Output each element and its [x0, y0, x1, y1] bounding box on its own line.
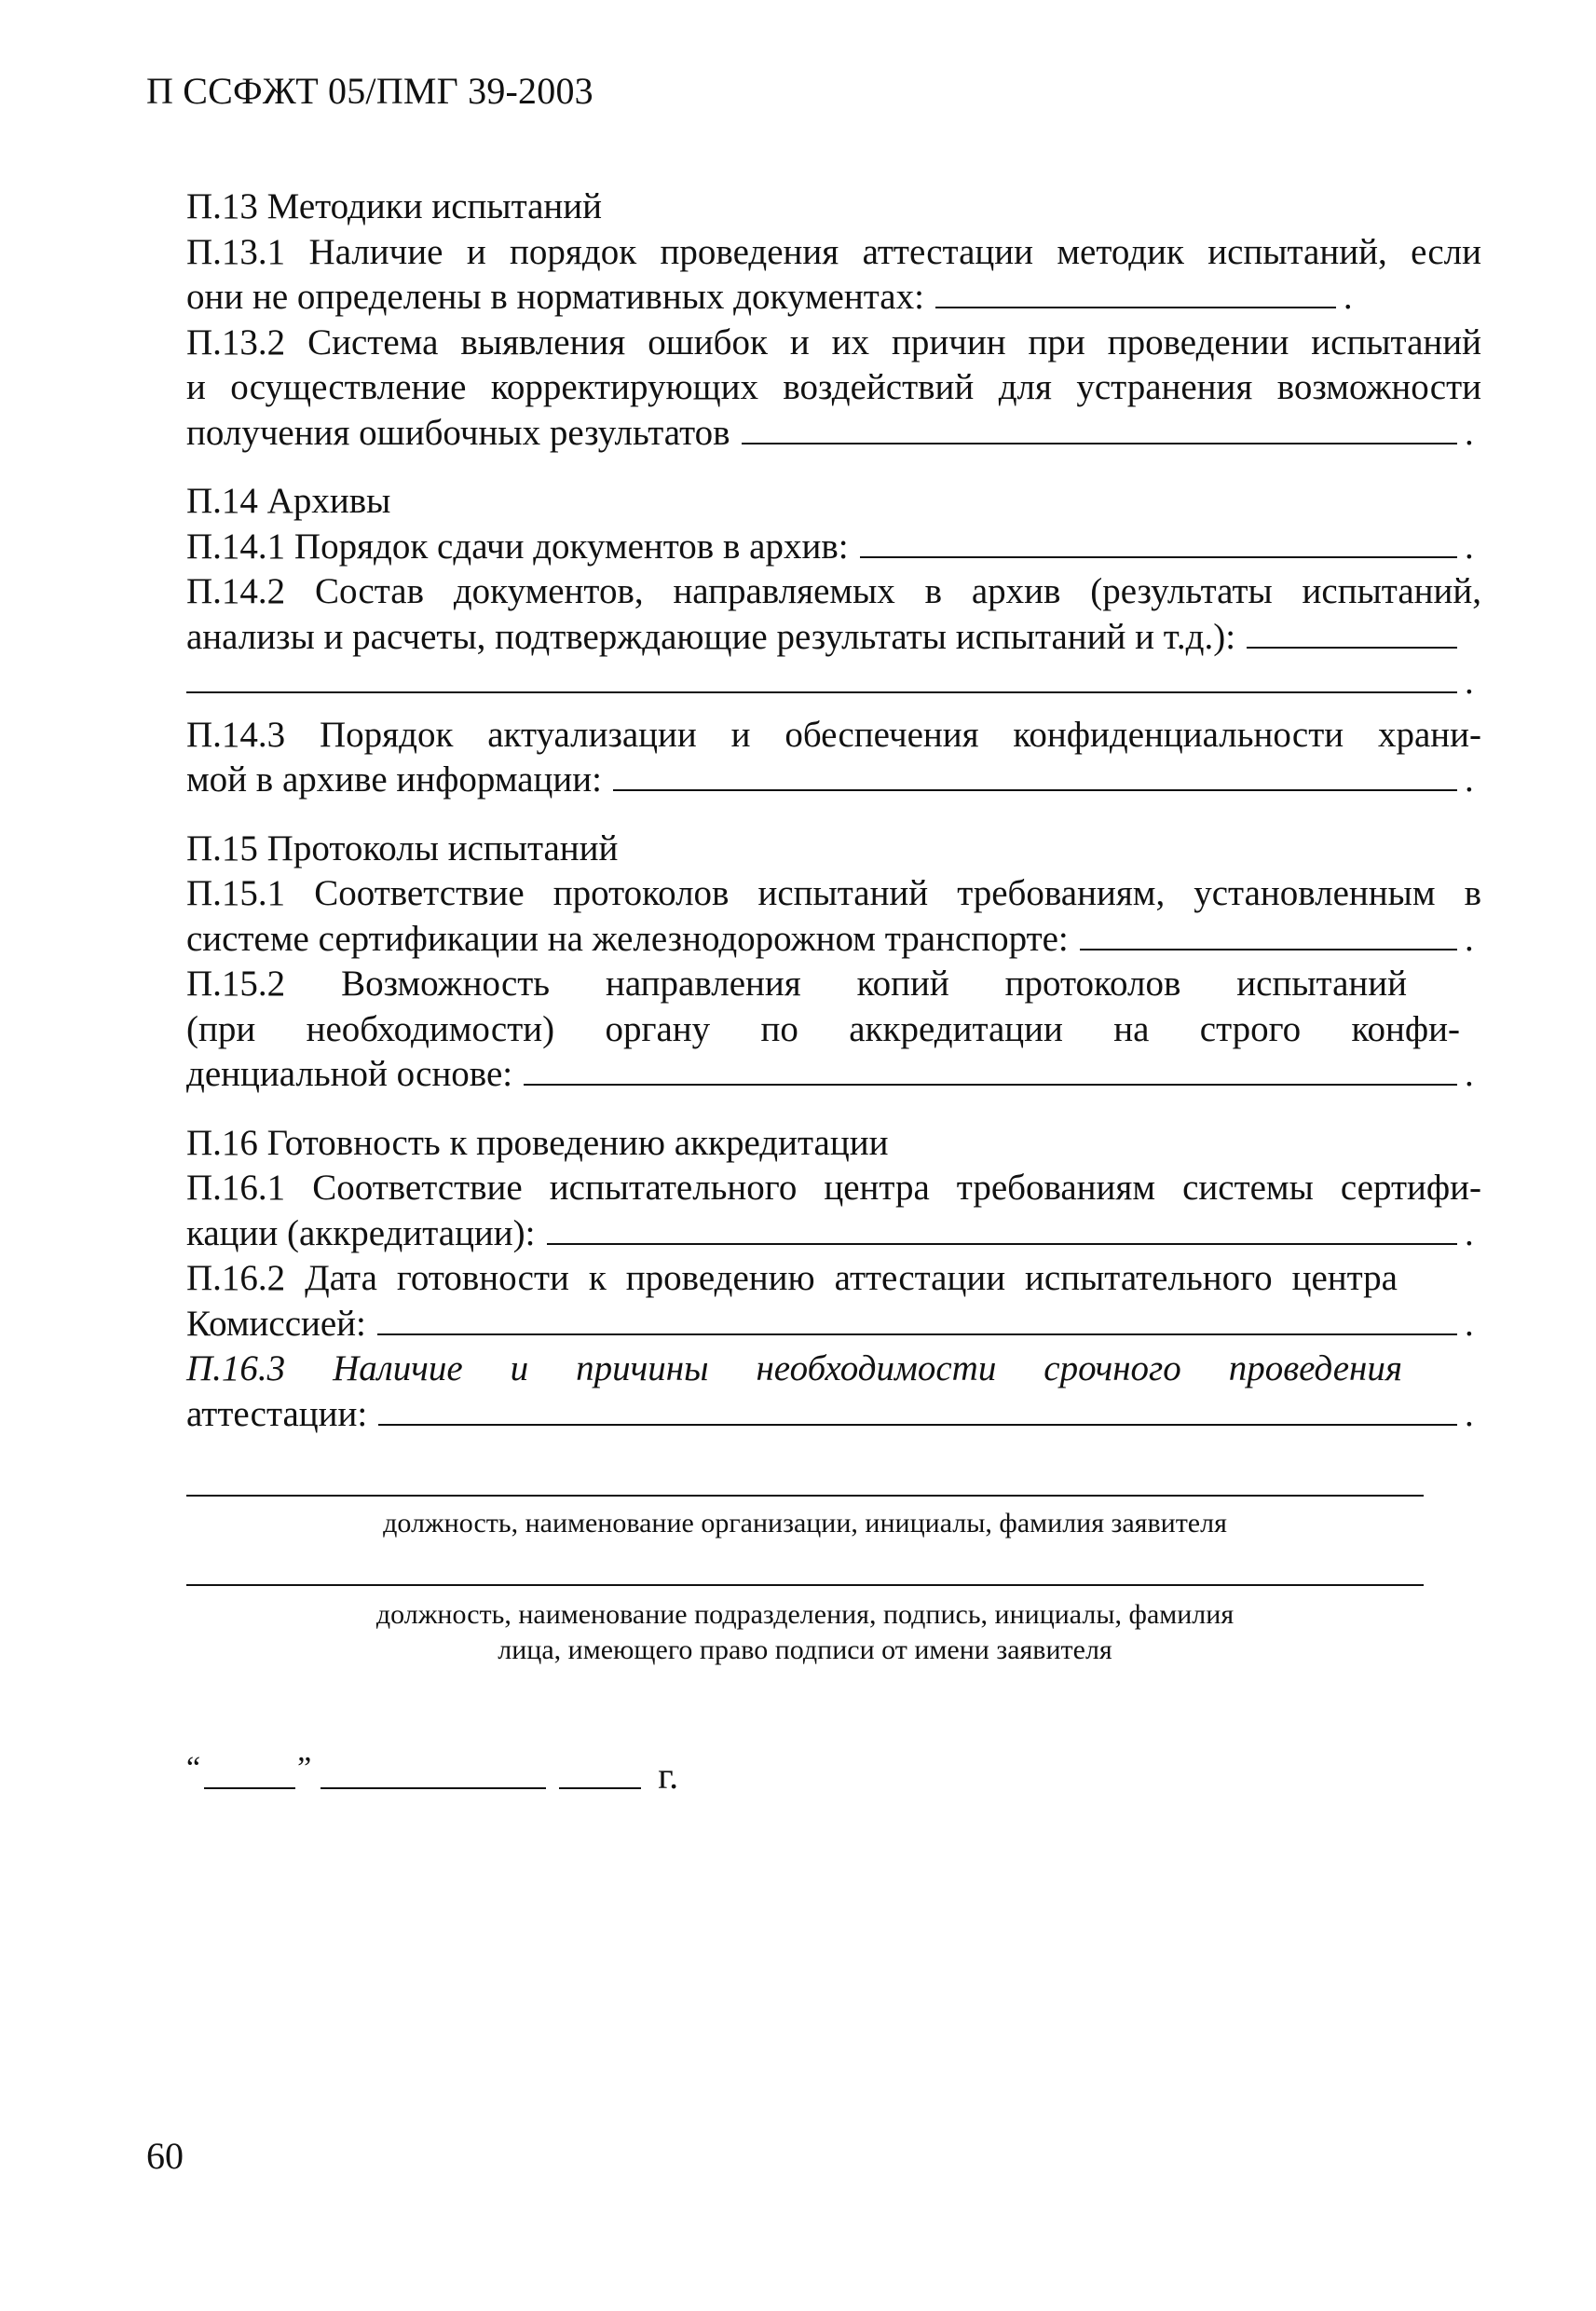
- period: .: [1465, 412, 1474, 453]
- period: .: [1465, 526, 1474, 567]
- signature-caption: должность, наименование организации, инициалы, фамилия заявителя: [383, 1508, 1227, 1538]
- item-text-line: П.13.2 Система выявления ошибок и их причин при проведении испытаний: [186, 321, 1481, 362]
- item-text-line: и осуществление корректирующих воздействий для устранения возможности: [186, 367, 1481, 407]
- fill-line: [186, 917, 1481, 963]
- blank-field[interactable]: [524, 1052, 1457, 1086]
- document-code-header: П ССФЖТ 05/ПМГ 39-2003: [146, 70, 593, 112]
- item-text-line: П.16.3 Наличие и причины необходимости срочного проведения: [186, 1348, 1402, 1388]
- period: .: [1465, 1054, 1474, 1094]
- blank-field[interactable]: [935, 275, 1336, 308]
- day-field[interactable]: [204, 1756, 295, 1789]
- section-p13: [186, 185, 1481, 456]
- blank-field[interactable]: [1080, 917, 1457, 950]
- section-p16: [186, 1121, 1481, 1438]
- item-text-line: П.13.1 Наличие и порядок проведения аттестации методик испытаний, если: [186, 231, 1481, 272]
- signature-caption: лица, имеющего право подписи от имени заявителя: [498, 1634, 1112, 1665]
- section-title: П.13 Методики испытаний: [186, 186, 603, 226]
- period: .: [1465, 1303, 1474, 1344]
- fill-line: [186, 411, 1481, 457]
- period: .: [1465, 759, 1474, 800]
- fill-line: [186, 1211, 1481, 1257]
- item-text-line: денциальной основе:: [186, 1054, 513, 1094]
- item-text-line: П.15.1 Соответствие протоколов испытаний требованиям, установленным в: [186, 873, 1481, 913]
- year-suffix: г.: [658, 1755, 679, 1797]
- item-text-line: П.16.1 Соответствие испытательного центра требованиям системы сертифи-: [186, 1168, 1481, 1208]
- fill-line: [186, 1392, 1481, 1438]
- section-p15: [186, 827, 1481, 1098]
- signature-caption: должность, наименование подразделения, подпись, инициалы, фамилия: [375, 1599, 1235, 1630]
- item-text-line: П.16.2 Дата готовности к проведению аттестации испытательного центра: [186, 1258, 1398, 1298]
- date-open-quote: “: [186, 1751, 201, 1785]
- blank-field[interactable]: [378, 1392, 1457, 1426]
- item-text-line: кации (аккредитации):: [186, 1212, 536, 1253]
- item-text-line: П.14.3 Порядок актуализации и обеспечения конфиденциальности храни-: [186, 714, 1481, 755]
- year-field[interactable]: [559, 1756, 641, 1789]
- signature-rule[interactable]: [186, 1495, 1424, 1497]
- fill-line: [186, 275, 1481, 321]
- authorized-person-signature-block: [186, 1584, 1424, 1668]
- blank-field[interactable]: [377, 1302, 1457, 1335]
- fill-line: [186, 660, 1481, 705]
- item-text-line: анализы и расчеты, подтверждающие результаты испытаний и т.д.):: [186, 616, 1236, 657]
- fill-line: [186, 1052, 1481, 1098]
- blank-field[interactable]: [547, 1211, 1458, 1245]
- section-title: П.15 Протоколы испытаний: [186, 827, 619, 868]
- blank-field[interactable]: [1247, 615, 1457, 649]
- date-close-quote: ”: [297, 1751, 312, 1785]
- section-p14: [186, 479, 1481, 803]
- item-text-line: мой в архиве информации:: [186, 759, 602, 800]
- period: .: [1465, 1393, 1474, 1434]
- period: .: [1465, 918, 1474, 959]
- fill-line: [186, 525, 1481, 570]
- blank-field[interactable]: [742, 411, 1457, 444]
- item-text-line: получения ошибочных результатов: [186, 412, 730, 453]
- item-text-line: П.14.1 Порядок сдачи документов в архив:: [186, 526, 849, 567]
- item-text-line: П.15.2 Возможность направления копий протоколов испытаний: [186, 964, 1407, 1004]
- month-field[interactable]: [321, 1756, 546, 1789]
- item-text-line: аттестации:: [186, 1393, 368, 1434]
- page-number: 60: [146, 2135, 184, 2177]
- section-title: П.16 Готовность к проведению аккредитации: [186, 1122, 889, 1163]
- date-line: [186, 1750, 678, 1798]
- period: .: [1465, 662, 1474, 702]
- period: .: [1465, 1212, 1474, 1253]
- document-content: [186, 185, 1481, 1460]
- blank-field[interactable]: [613, 758, 1457, 791]
- fill-line: [186, 758, 1481, 803]
- item-text-line: Комиссией:: [186, 1303, 366, 1344]
- fill-line: [186, 615, 1481, 661]
- blank-field[interactable]: [186, 660, 1457, 693]
- section-title: П.14 Архивы: [186, 481, 391, 521]
- blank-field[interactable]: [860, 525, 1457, 558]
- applicant-signature-block: [186, 1495, 1424, 1541]
- item-text-line: (при необходимости) органу по аккредитации на строго конфи-: [186, 1008, 1460, 1049]
- item-text-line: П.14.2 Состав документов, направляемых в архив (результаты испытаний,: [186, 571, 1481, 611]
- fill-line: [186, 1302, 1481, 1347]
- period: .: [1343, 277, 1353, 317]
- item-text-line: они не определены в нормативных документах:: [186, 277, 924, 317]
- signature-rule[interactable]: [186, 1584, 1424, 1586]
- item-text-line: системе сертификации на железнодорожном транспорте:: [186, 918, 1069, 959]
